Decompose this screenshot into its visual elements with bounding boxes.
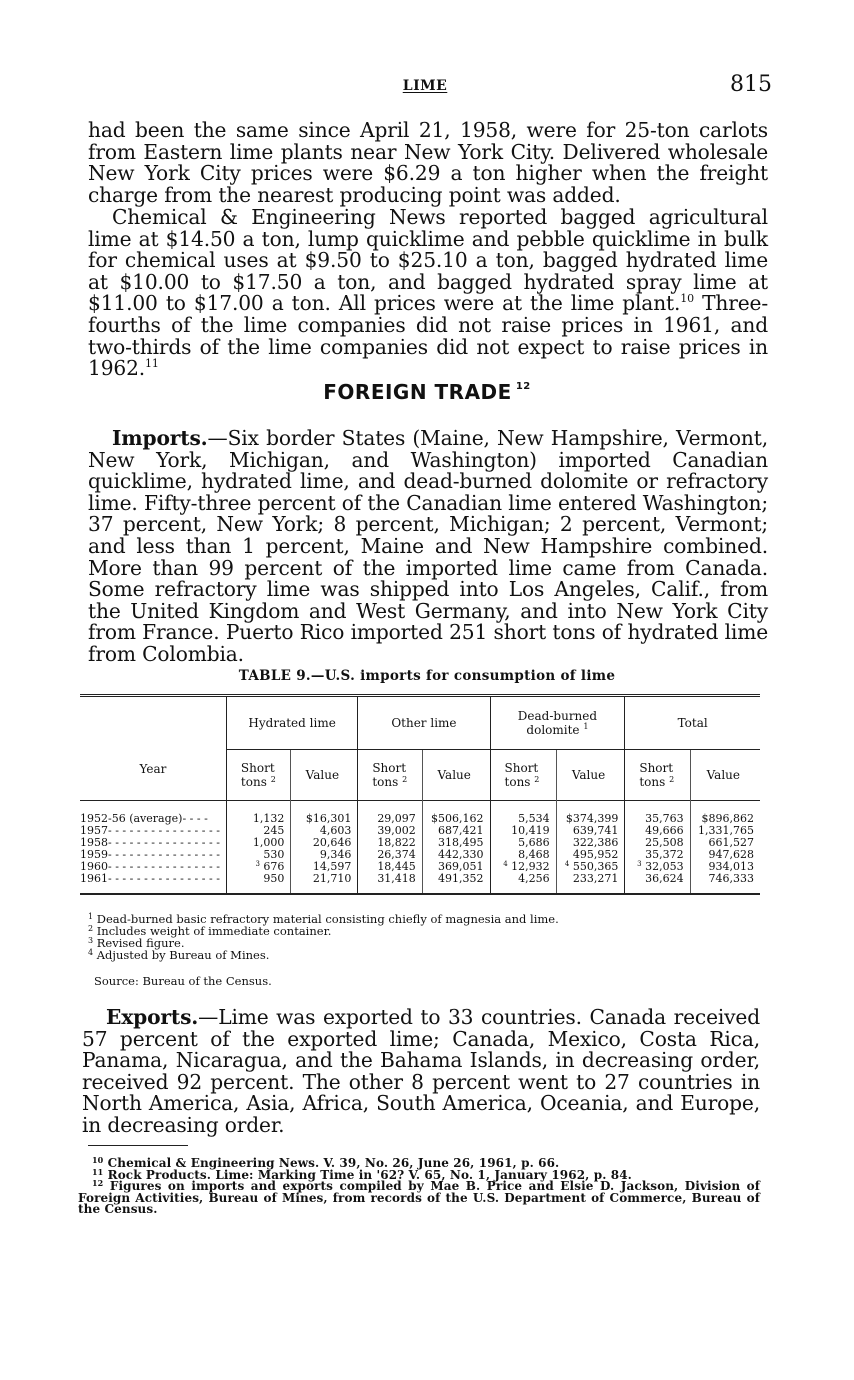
note-number: 4 [88, 948, 94, 957]
footnote-ref[interactable]: 3 [255, 860, 260, 868]
cell-hydrated-tons: 530 [226, 849, 290, 861]
cell-hydrated-value: 9,346 [291, 849, 358, 861]
run-in-heading: Exports. [106, 1005, 199, 1029]
cell-dolomite-value: 639,741 [556, 825, 625, 837]
column-header-text: Short tons [372, 761, 407, 789]
footnote-ref[interactable]: 4 [564, 860, 570, 868]
footnote-text: Rock Products. Lime: Marking Time in '62? V. 65, No. 1, January 1962, p. 84. [107, 1167, 632, 1182]
paragraph-text: Three-fourths of the lime companies did not raise prices in 1961, and two-thirds of the lime companies did not expect to raise prices in 1962. [88, 291, 769, 381]
row-label: 1961- - - - - - - - - - - - - - - - [80, 872, 220, 885]
footnote-ref[interactable]: 1 [583, 722, 589, 731]
footnote-ref[interactable]: 2 [534, 775, 540, 784]
footnotes [78, 1155, 760, 1216]
cell-dolomite-tons: $^4$ 12,932 [490, 861, 556, 873]
table-title: TABLE 9.—U.S. imports for consumption of lime [238, 668, 616, 684]
running-title: LIME [402, 78, 448, 94]
column-header-text: Short tons [639, 761, 674, 789]
footnote-number: 10 [92, 1155, 104, 1165]
year-header: Year [139, 761, 167, 776]
cell-other-tons: 31,418 [358, 873, 422, 894]
table-row [80, 873, 760, 894]
cell-total-value: 1,331,765 [690, 825, 760, 837]
column-header: Value [291, 750, 358, 801]
paragraph-prices-continued: had been the same since April 21, 1958, were for 25-ton carlots from Eastern lime plants near New York City. Delivered wholesale New York City prices were $6.29 a ton higher when the freight charge from the nearest producing point was added. [88, 118, 768, 207]
cell-dolomite-value: $^4$ 550,365 [556, 861, 625, 873]
page-number: 815 [730, 72, 772, 97]
paragraph-text: —Six border States (Maine, New Hampshire, Vermont, New York, Michigan, and Washington) imported Canadian quicklime, hydrated lime, and dead-burned dolomite or refractory lime. Fifty-three percent of the Canadian lime entered Washington; 37 percent, New York; 8 percent, Michigan; 2 percent, Vermont; and less than 1 percent, Maine and New Hampshire combined. More than 99 percent of the imported lime came from Canada. Some refractory lime was shipped into Los Angeles, Calif., from the United Kingdom and West Germany, and into New York City from France. Puerto Rico imported 251 short tons of hydrated lime from Colombia. [88, 426, 768, 666]
group-header: Hydrated lime [226, 696, 357, 750]
footnote [78, 1178, 760, 1216]
cell-dolomite-value: 495,952 [556, 849, 625, 861]
cell-other-value: 442,330 [422, 849, 490, 861]
cell-hydrated-tons: 1,000 [226, 837, 290, 849]
cell-other-tons: 29,097 [358, 801, 422, 826]
cell-other-tons: 26,374 [358, 849, 422, 861]
cell-total-value: $896,862 [690, 801, 760, 826]
column-header-text: Short tons [504, 761, 539, 789]
imports-table [80, 694, 760, 895]
cell-total-value: 661,527 [690, 837, 760, 849]
cell-dolomite-tons: 5,534 [490, 801, 556, 826]
note-number: 3 [88, 936, 94, 945]
footnote-number: 12 [92, 1178, 104, 1188]
footnote-divider [88, 1145, 188, 1146]
group-header [490, 696, 625, 750]
section-heading-text: FOREIGN TRADE [323, 380, 512, 404]
table-note [88, 949, 269, 961]
cell-total-tons: 25,508 [625, 837, 690, 849]
cell-total-tons: 35,372 [625, 849, 690, 861]
footnote-number: 11 [92, 1166, 104, 1177]
cell-total-value: 746,333 [690, 873, 760, 894]
cell-dolomite-value: 322,386 [556, 837, 625, 849]
paragraph-text: —Lime was exported to 33 countries. Canada received 57 percent of the exported lime; Canada, Mexico, Costa Rica, Panama, Nicaragua, and the Bahama Islands, in decreasing order, received 92 percent. The other 8 percent went to 27 countries in North America, Asia, Africa, South America, Oceania, and Europe, in decreasing order. [82, 1005, 760, 1137]
cell-other-tons: 18,822 [358, 837, 422, 849]
footnote-ref[interactable]: 2 [270, 775, 276, 784]
paragraph-imports [88, 428, 768, 666]
column-header [226, 750, 290, 801]
cell-hydrated-tons: 1,132 [226, 801, 290, 826]
footnote-ref[interactable]: 2 [669, 775, 675, 784]
row-label: 1959- - - - - - - - - - - - - - - - [80, 848, 220, 861]
cell-other-value: 318,495 [422, 837, 490, 849]
row-label: 1960- - - - - - - - - - - - - - - - [80, 860, 220, 873]
cell-other-tons: 39,002 [358, 825, 422, 837]
row-label: 1957- - - - - - - - - - - - - - - - [80, 824, 220, 837]
cell-hydrated-tons: 950 [226, 873, 290, 894]
cell-total-value: 934,013 [690, 861, 760, 873]
footnote-ref[interactable]: 12 [515, 381, 531, 392]
cell-dolomite-tons: 10,419 [490, 825, 556, 837]
cell-other-value: 491,352 [422, 873, 490, 894]
cell-dolomite-tons: 4,256 [490, 873, 556, 894]
column-header: Value [556, 750, 625, 801]
cell-total-tons: 35,763 [625, 801, 690, 826]
cell-hydrated-value: 21,710 [291, 873, 358, 894]
footnote-ref[interactable]: 2 [402, 775, 408, 784]
footnote-text: Figures on imports and exports compiled by Mae B. Price and Elsie D. Jackson, Division of Foreign Activities, Bureau of Mines, from records of the U.S. Department of Commerce, Bureau of the Census. [78, 1179, 760, 1216]
footnote-ref[interactable]: 3 [637, 860, 642, 868]
cell-total-tons: 36,624 [625, 873, 690, 894]
row-label: 1958- - - - - - - - - - - - - - - - [80, 836, 220, 849]
run-in-heading: Imports. [112, 426, 208, 450]
column-header [625, 750, 690, 801]
cell-hydrated-value: 14,597 [291, 861, 358, 873]
note-text: Dead-burned basic refractory material consisting chiefly of magnesia and lime. [96, 912, 559, 926]
group-header: Other lime [358, 696, 490, 750]
note-text: Adjusted by Bureau of Mines. [96, 948, 270, 962]
cell-dolomite-tons: 5,686 [490, 837, 556, 849]
cell-hydrated-value: 4,603 [291, 825, 358, 837]
section-heading [0, 380, 854, 404]
footnote-ref[interactable]: 11 [145, 357, 159, 371]
cell-other-value: $506,162 [422, 801, 490, 826]
cell-other-value: 369,051 [422, 861, 490, 873]
note-number: 2 [88, 924, 94, 933]
footnote-ref[interactable]: 10 [680, 292, 694, 306]
note-text: Includes weight of immediate container. [96, 924, 332, 938]
cell-other-value: 687,421 [422, 825, 490, 837]
cell-total-value: 947,628 [690, 849, 760, 861]
cell-other-tons: 18,445 [358, 861, 422, 873]
cell-hydrated-tons: 245 [226, 825, 290, 837]
column-header [490, 750, 556, 801]
cell-total-tons: $^3$ 32,053 [625, 861, 690, 873]
cell-hydrated-tons: $^3$ 676 [226, 861, 290, 873]
note-number: 1 [88, 912, 94, 921]
footnote-text: Chemical & Engineering News. V. 39, No. 26, June 26, 1961, p. 66. [107, 1156, 560, 1170]
table-source: Source: Bureau of the Census. [94, 974, 272, 988]
column-header: Value [422, 750, 490, 801]
column-header-text: Short tons [240, 761, 275, 789]
column-header [358, 750, 422, 801]
paragraph-chemical-news [88, 207, 768, 380]
column-header: Value [690, 750, 760, 801]
footnote-ref[interactable]: 4 [503, 860, 508, 868]
note-text: Revised figure. [96, 936, 185, 950]
cell-hydrated-value: 20,646 [291, 837, 358, 849]
group-header-text: Dead-burned dolomite [517, 709, 598, 737]
row-label: 1952-56 (average)- - - - [80, 812, 208, 825]
paragraph-text: Chemical & Engineering News reported bagged agricultural lime at $14.50 a ton, lump quicklime and pebble quicklime in bulk for chemical uses at $9.50 to $25.10 a ton, bagged hydrated lime at $10.00 to $17.50 a ton, and bagged hydrated spray lime at $11.00 to $17.00 a ton. All prices were at the lime plant. [88, 205, 768, 316]
table-row [80, 801, 760, 826]
group-header: Total [625, 696, 760, 750]
paragraph-exports [82, 1007, 760, 1137]
cell-total-tons: 49,666 [625, 825, 690, 837]
cell-dolomite-value: $374,399 [556, 801, 625, 826]
cell-dolomite-value: 233,271 [556, 873, 625, 894]
cell-dolomite-tons: 8,468 [490, 849, 556, 861]
cell-hydrated-value: $16,301 [291, 801, 358, 826]
